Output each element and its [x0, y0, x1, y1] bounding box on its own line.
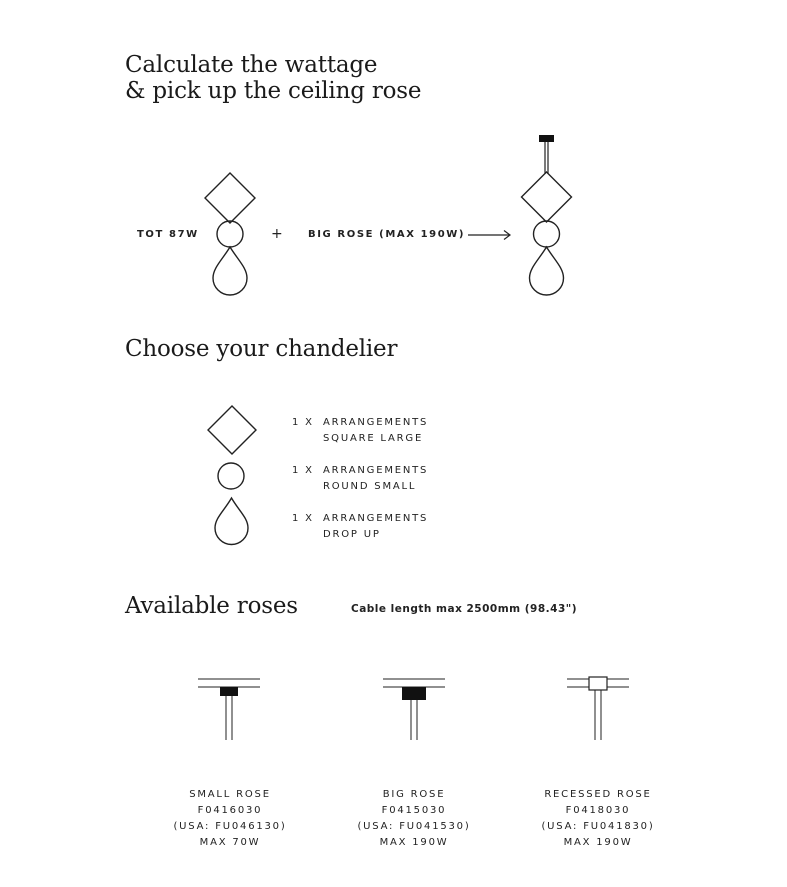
- rose-max: MAX 70W: [199, 837, 261, 848]
- wattage-title-line1: Calculate the wattage: [125, 52, 378, 78]
- item-label-line1: ARRANGEMENTS: [323, 417, 429, 428]
- item-qty: 1 X: [292, 465, 314, 476]
- big-rose-icon: [382, 676, 448, 744]
- rose-name: RECESSED ROSE: [544, 789, 652, 800]
- rose-name: SMALL ROSE: [189, 789, 271, 800]
- rose-code: F0415030: [381, 805, 447, 816]
- rose-name: BIG ROSE: [382, 789, 446, 800]
- roses-title: Available roses: [125, 593, 298, 619]
- cable-length-note: Cable length max 2500mm (98.43"): [351, 603, 578, 615]
- rose-usa-code: (USA: FU041530): [357, 821, 471, 832]
- arrow-right-icon: [468, 229, 512, 241]
- total-wattage-label: TOT 87W: [137, 229, 199, 240]
- rose-usa-code: (USA: FU046130): [173, 821, 287, 832]
- plus-sign: +: [271, 226, 285, 242]
- rose-code: F0418030: [565, 805, 631, 816]
- drop-icon: [212, 496, 252, 548]
- chandelier-with-rose-icon: [515, 132, 580, 300]
- item-label-line1: ARRANGEMENTS: [323, 513, 429, 524]
- rose-code: F0416030: [197, 805, 263, 816]
- rose-max: MAX 190W: [563, 837, 633, 848]
- recessed-rose-icon: [566, 672, 632, 744]
- wattage-title-line2: & pick up the ceiling rose: [125, 78, 422, 104]
- chandelier-title: Choose your chandelier: [125, 336, 398, 362]
- big-rose-label: BIG ROSE (MAX 190W): [308, 229, 466, 240]
- item-qty: 1 X: [292, 417, 314, 428]
- item-label-line1: ARRANGEMENTS: [323, 465, 429, 476]
- circle-icon: [215, 461, 247, 493]
- rose-usa-code: (USA: FU041830): [541, 821, 655, 832]
- diamond-icon: [200, 400, 264, 464]
- small-rose-icon: [197, 676, 263, 744]
- item-label-line2: ROUND SMALL: [323, 481, 417, 492]
- rose-max: MAX 190W: [379, 837, 449, 848]
- chandelier-preview-icon: [200, 168, 260, 298]
- item-label-line2: DROP UP: [323, 529, 381, 540]
- item-label-line2: SQUARE LARGE: [323, 433, 424, 444]
- item-qty: 1 X: [292, 513, 314, 524]
